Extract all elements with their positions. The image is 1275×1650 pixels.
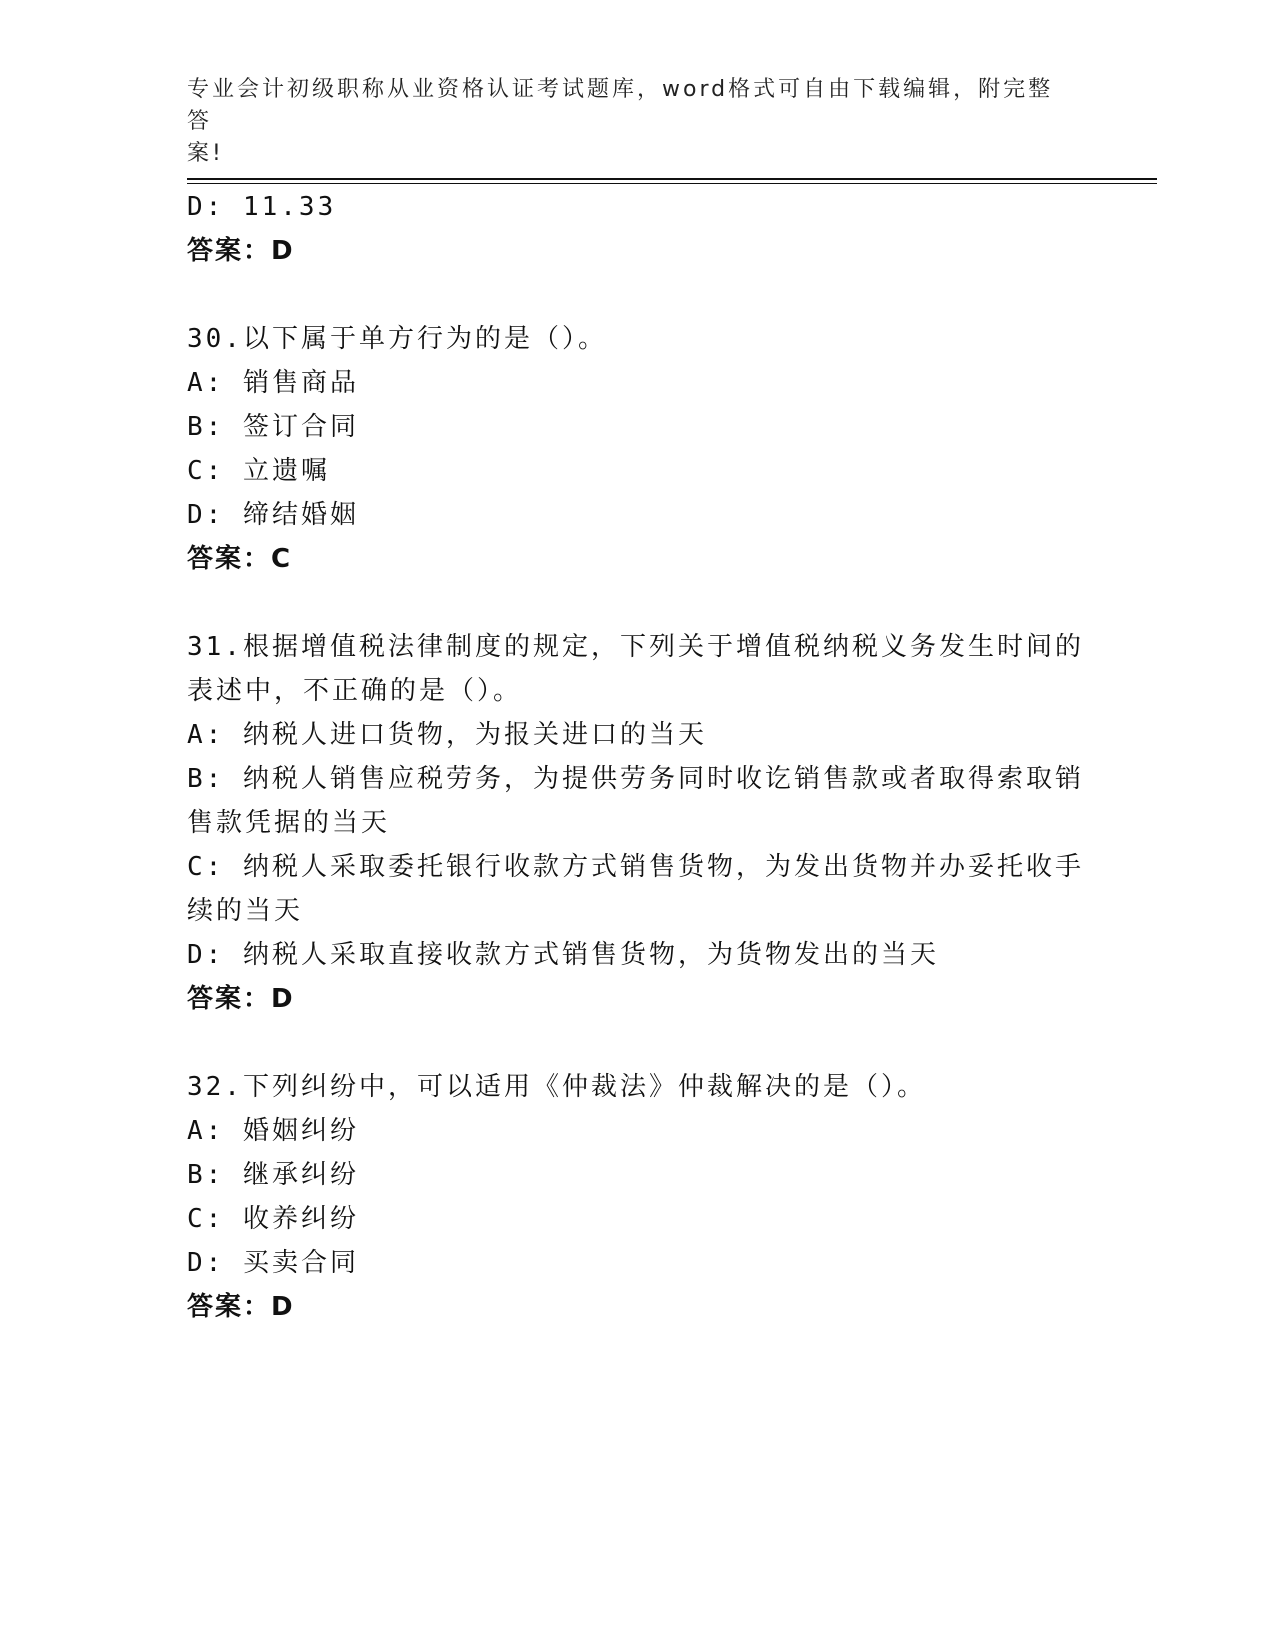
q32-answer: 答案：D [187,1292,295,1322]
q31-question-line-1: 31.根据增值税法律制度的规定，下列关于增值税纳税义务发生时间的 [187,632,1084,662]
header-rule-thick [187,178,1157,180]
q31-question-line-2: 表述中，不正确的是（）。 [187,676,523,706]
q31-option-b-line-2: 售款凭据的当天 [187,808,391,838]
page-header [187,74,1057,170]
q30-option-d: D: 缔结婚姻 [187,500,359,530]
q31-answer: 答案：D [187,984,295,1014]
q31-option-c-line-1: C: 纳税人采取委托银行收款方式销售货物，为发出货物并办妥托收手 [187,852,1084,882]
q30-option-a: A: 销售商品 [187,368,359,398]
q31-option-b-line-1: B: 纳税人销售应税劳务，为提供劳务同时收讫销售款或者取得索取销 [187,764,1084,794]
q31-option-c-line-2: 续的当天 [187,896,304,926]
q32-option-d: D: 买卖合同 [187,1248,359,1278]
q30-option-b: B: 签订合同 [187,412,359,442]
q31-option-a: A: 纳税人进口货物，为报关进口的当天 [187,720,707,750]
prev-option-d: D: 11.33 [187,192,337,222]
q32-option-a: A: 婚姻纠纷 [187,1116,359,1146]
header-line-1: 专业会计初级职称从业资格认证考试题库，word格式可自由下载编辑，附完整答 [187,77,1054,134]
q32-option-b: B: 继承纠纷 [187,1160,359,1190]
q30-option-c: C: 立遗嘱 [187,456,330,486]
prev-answer: 答案：D [187,236,295,266]
q30-answer: 答案：C [187,544,293,574]
q31-option-d: D: 纳税人采取直接收款方式销售货物，为货物发出的当天 [187,940,939,970]
q32-question: 32.下列纠纷中，可以适用《仲裁法》仲裁解决的是（）。 [187,1072,926,1102]
header-line-2: 案! [187,141,224,166]
q30-question: 30.以下属于单方行为的是（）。 [187,324,607,354]
q32-option-c: C: 收养纠纷 [187,1204,359,1234]
